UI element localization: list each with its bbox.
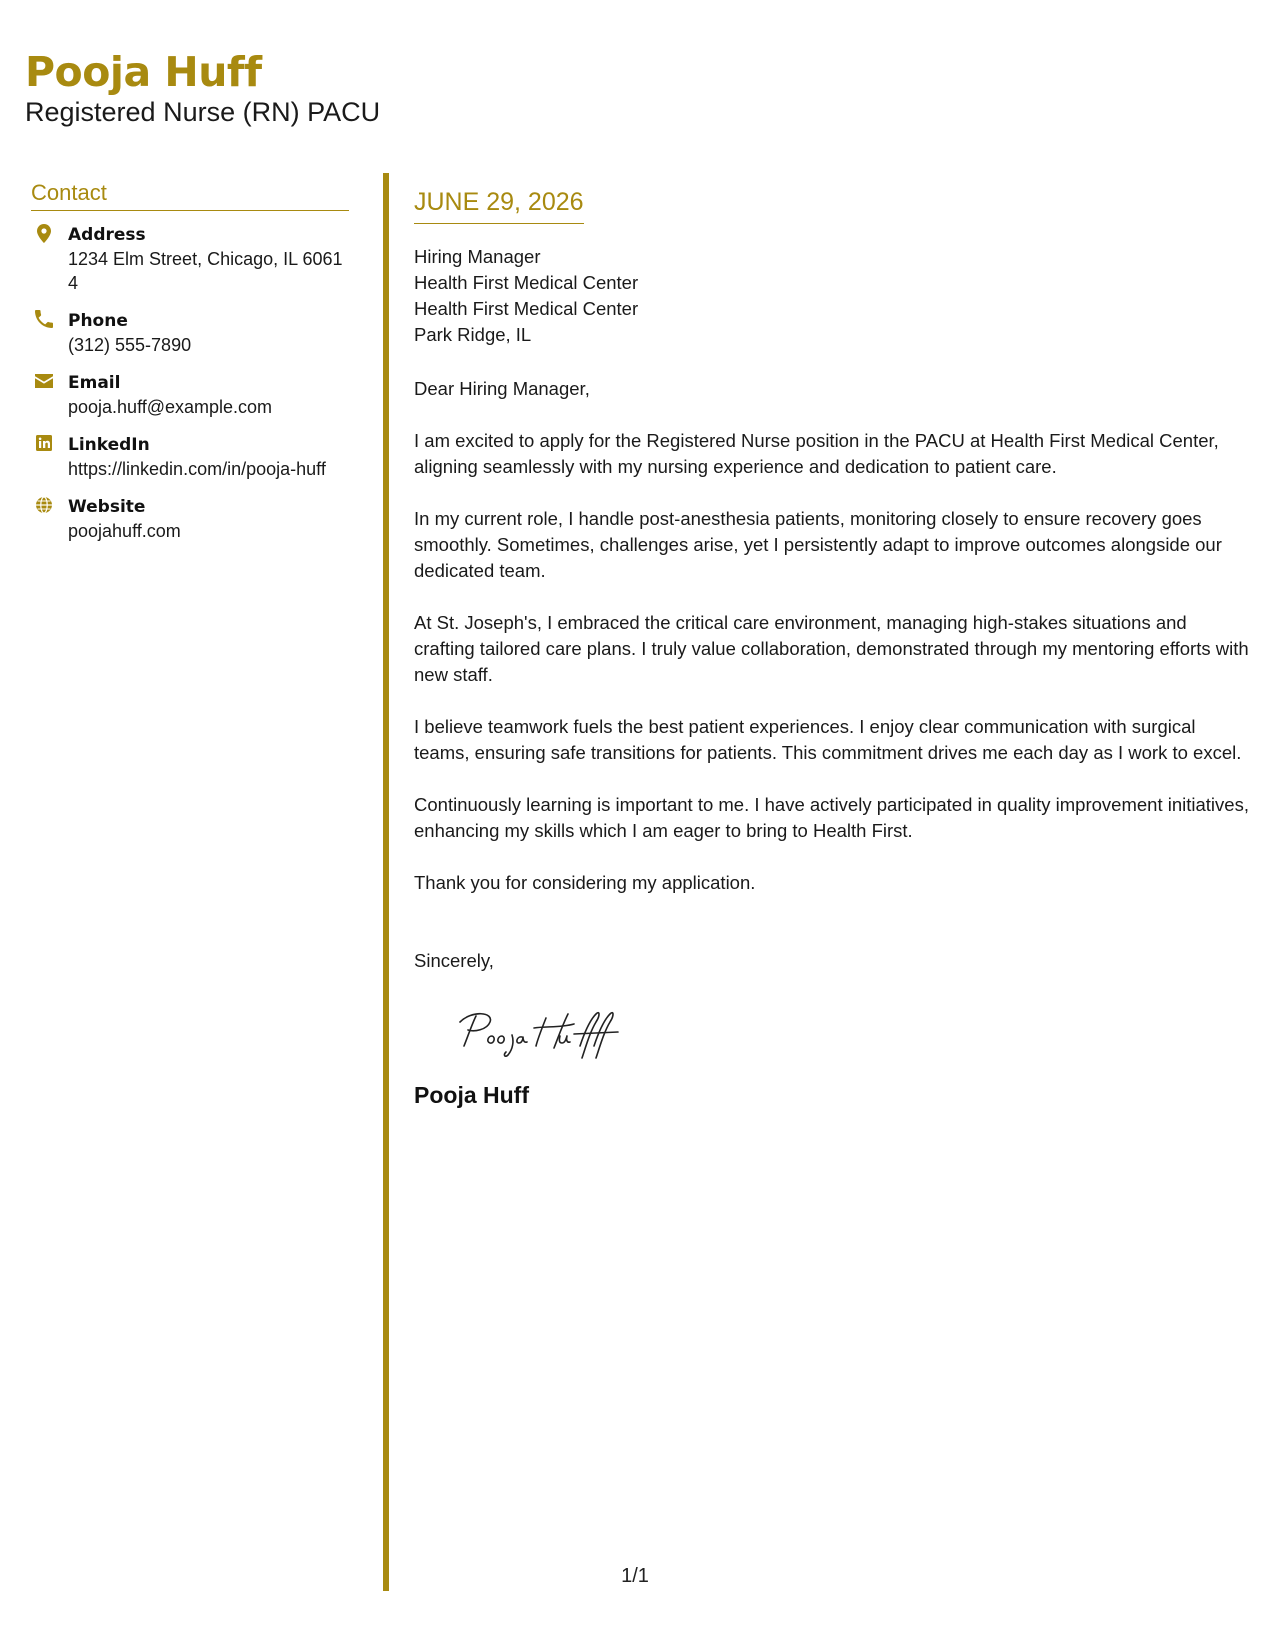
vertical-divider xyxy=(383,173,389,1591)
recipient-line: Park Ridge, IL xyxy=(414,324,532,345)
letter-paragraph: Continuously learning is important to me. I have actively participated in quality improvement initiatives, enhancing my skills which I am eager to bring to Health First. xyxy=(414,794,1249,841)
letter-body xyxy=(414,188,1249,1109)
letter-paragraph: In my current role, I handle post-anesthesia patients, monitoring closely to ensure recovery goes smoothly. Sometimes, challenges arise, yet I persistently adapt to improve outcomes alongside our dedicated team. xyxy=(414,508,1222,581)
contact-email xyxy=(31,371,349,419)
linkedin-link[interactable]: https://linkedin.com/in/pooja-huff xyxy=(68,459,326,479)
closing: Sincerely, xyxy=(414,950,494,971)
map-pin-icon xyxy=(34,223,54,243)
contact-phone xyxy=(31,309,349,357)
contact-label: Address xyxy=(68,225,146,245)
recipient-block xyxy=(414,244,1249,348)
candidate-name: Pooja Huff xyxy=(25,48,262,96)
page-number: 1/1 xyxy=(621,1565,649,1587)
contact-label: Email xyxy=(68,373,121,393)
globe-icon xyxy=(34,495,54,515)
signer-name: Pooja Huff xyxy=(414,1082,529,1108)
contact-website xyxy=(31,495,349,543)
letter-paragraph: At St. Joseph's, I embraced the critical care environment, managing high-stakes situations and crafting tailored care plans. I truly value collaboration, demonstrated through my mentoring efforts with new staff. xyxy=(414,612,1249,685)
email-link[interactable]: pooja.huff@example.com xyxy=(68,397,273,417)
website-link[interactable]: poojahuff.com xyxy=(68,521,181,541)
job-title: Registered Nurse (RN) PACU xyxy=(25,97,381,127)
letter-paragraph: I believe teamwork fuels the best patient experiences. I enjoy clear communication with surgical teams, ensuring safe transitions for patients. This commitment drives me each day as I work to excel. xyxy=(414,716,1242,763)
recipient-line: Health First Medical Center xyxy=(414,272,639,293)
recipient-line: Hiring Manager xyxy=(414,246,541,267)
contact-label: Phone xyxy=(68,311,128,331)
contact-sidebar xyxy=(31,180,349,557)
contact-value: 1234 Elm Street, Chicago, IL 60614 xyxy=(68,249,343,293)
letter-paragraph: Thank you for considering my application. xyxy=(414,872,756,893)
contact-section-title: Contact xyxy=(31,180,349,211)
header xyxy=(25,48,380,128)
phone-icon xyxy=(34,309,54,329)
linkedin-icon xyxy=(34,433,54,453)
contact-value: (312) 555-7890 xyxy=(68,335,192,355)
contact-label: LinkedIn xyxy=(68,435,150,455)
contact-address xyxy=(31,223,349,295)
handwritten-signature xyxy=(450,1006,1249,1062)
contact-label: Website xyxy=(68,497,146,517)
salutation: Dear Hiring Manager, xyxy=(414,378,590,399)
letter-paragraph: I am excited to apply for the Registered Nurse position in the PACU at Health First Medical Center, aligning seamlessly with my nursing experience and dedication to patient care. xyxy=(414,430,1219,477)
contact-linkedin xyxy=(31,433,349,481)
recipient-line: Health First Medical Center xyxy=(414,298,639,319)
letter-date: JUNE 29, 2026 xyxy=(414,188,584,224)
envelope-icon xyxy=(34,371,54,391)
